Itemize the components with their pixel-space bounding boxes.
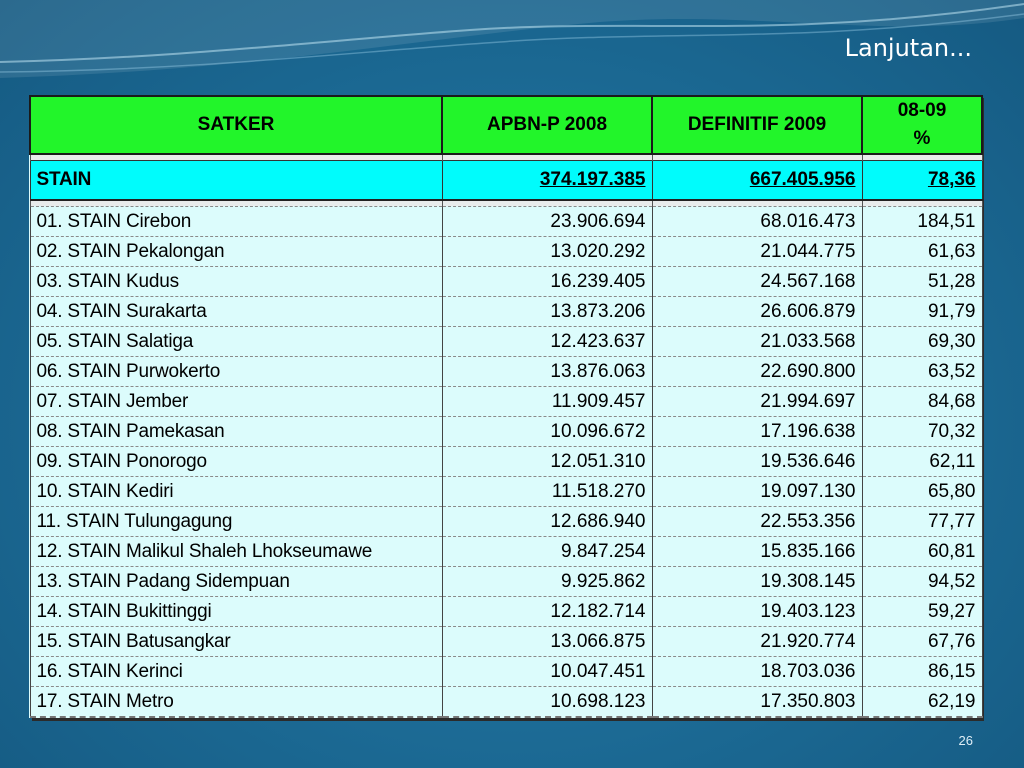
row-apbn: 11.518.270 [442, 477, 652, 507]
row-apbn: 13.020.292 [442, 237, 652, 267]
header-percent [862, 96, 982, 154]
row-name: 10. STAIN Kediri [30, 477, 442, 507]
table-row [30, 627, 982, 657]
header-definitif: DEFINITIF 2009 [652, 96, 862, 154]
row-name: 01. STAIN Cirebon [30, 207, 442, 237]
row-definitif: 19.536.646 [652, 447, 862, 477]
row-definitif: 17.350.803 [652, 687, 862, 718]
row-definitif: 21.044.775 [652, 237, 862, 267]
row-apbn: 10.698.123 [442, 687, 652, 718]
table-row [30, 447, 982, 477]
row-definitif: 21.033.568 [652, 327, 862, 357]
table-row [30, 267, 982, 297]
table-row [30, 477, 982, 507]
row-apbn: 23.906.694 [442, 207, 652, 237]
row-definitif: 15.835.166 [652, 537, 862, 567]
summary-name: STAIN [30, 161, 442, 201]
table-row [30, 597, 982, 627]
table-row [30, 207, 982, 237]
table-row [30, 387, 982, 417]
row-definitif: 24.567.168 [652, 267, 862, 297]
row-percent: 84,68 [862, 387, 982, 417]
header-satker: SATKER [30, 96, 442, 154]
row-apbn: 10.047.451 [442, 657, 652, 687]
row-name: 16. STAIN Kerinci [30, 657, 442, 687]
summary-row [30, 161, 982, 201]
table-row [30, 417, 982, 447]
row-definitif: 68.016.473 [652, 207, 862, 237]
row-definitif: 19.097.130 [652, 477, 862, 507]
table-header-row [30, 96, 982, 154]
summary-apbn: 374.197.385 [539, 169, 646, 190]
row-name: 06. STAIN Purwokerto [30, 357, 442, 387]
header-apbn: APBN-P 2008 [442, 96, 652, 154]
table-row [30, 537, 982, 567]
row-apbn: 12.686.940 [442, 507, 652, 537]
table-row [30, 327, 982, 357]
row-definitif: 26.606.879 [652, 297, 862, 327]
row-percent: 70,32 [862, 417, 982, 447]
row-percent: 86,15 [862, 657, 982, 687]
row-apbn: 13.066.875 [442, 627, 652, 657]
row-apbn: 12.051.310 [442, 447, 652, 477]
summary-percent: 78,36 [927, 169, 976, 190]
row-name: 13. STAIN Padang Sidempuan [30, 567, 442, 597]
row-percent: 77,77 [862, 507, 982, 537]
header-percent-line1: 08-09 [897, 100, 947, 121]
table-row [30, 237, 982, 267]
row-apbn: 13.873.206 [442, 297, 652, 327]
row-name: 17. STAIN Metro [30, 687, 442, 718]
table-row [30, 687, 982, 718]
row-name: 05. STAIN Salatiga [30, 327, 442, 357]
row-definitif: 19.403.123 [652, 597, 862, 627]
row-name: 12. STAIN Malikul Shaleh Lhokseumawe [30, 537, 442, 567]
row-apbn: 13.876.063 [442, 357, 652, 387]
row-name: 04. STAIN Surakarta [30, 297, 442, 327]
row-definitif: 17.196.638 [652, 417, 862, 447]
row-percent: 184,51 [862, 207, 982, 237]
row-definitif: 21.920.774 [652, 627, 862, 657]
summary-definitif: 667.405.956 [749, 169, 856, 190]
row-definitif: 21.994.697 [652, 387, 862, 417]
budget-table [29, 95, 983, 718]
slide-number: 26 [958, 733, 973, 748]
row-name: 15. STAIN Batusangkar [30, 627, 442, 657]
row-percent: 59,27 [862, 597, 982, 627]
row-definitif: 22.690.800 [652, 357, 862, 387]
row-definitif: 18.703.036 [652, 657, 862, 687]
header-percent-line2: % [913, 128, 931, 149]
row-percent: 61,63 [862, 237, 982, 267]
row-percent: 67,76 [862, 627, 982, 657]
summary-definitif-cell [652, 161, 862, 201]
row-name: 09. STAIN Ponorogo [30, 447, 442, 477]
row-apbn: 9.847.254 [442, 537, 652, 567]
row-percent: 51,28 [862, 267, 982, 297]
row-percent: 62,11 [862, 447, 982, 477]
row-percent: 91,79 [862, 297, 982, 327]
summary-percent-cell [862, 161, 982, 201]
summary-apbn-cell [442, 161, 652, 201]
row-name: 03. STAIN Kudus [30, 267, 442, 297]
row-name: 11. STAIN Tulungagung [30, 507, 442, 537]
row-apbn: 10.096.672 [442, 417, 652, 447]
row-percent: 65,80 [862, 477, 982, 507]
table-row [30, 567, 982, 597]
row-name: 07. STAIN Jember [30, 387, 442, 417]
row-percent: 63,52 [862, 357, 982, 387]
row-name: 14. STAIN Bukittinggi [30, 597, 442, 627]
row-name: 02. STAIN Pekalongan [30, 237, 442, 267]
row-apbn: 9.925.862 [442, 567, 652, 597]
row-name: 08. STAIN Pamekasan [30, 417, 442, 447]
row-percent: 62,19 [862, 687, 982, 718]
row-percent: 94,52 [862, 567, 982, 597]
table-row [30, 297, 982, 327]
row-apbn: 11.909.457 [442, 387, 652, 417]
table-row [30, 507, 982, 537]
row-apbn: 12.423.637 [442, 327, 652, 357]
row-apbn: 16.239.405 [442, 267, 652, 297]
budget-table-container [29, 95, 981, 718]
table-row [30, 357, 982, 387]
row-definitif: 22.553.356 [652, 507, 862, 537]
table-row [30, 657, 982, 687]
slide-title: Lanjutan... [844, 34, 972, 62]
row-percent: 60,81 [862, 537, 982, 567]
row-apbn: 12.182.714 [442, 597, 652, 627]
row-definitif: 19.308.145 [652, 567, 862, 597]
row-percent: 69,30 [862, 327, 982, 357]
